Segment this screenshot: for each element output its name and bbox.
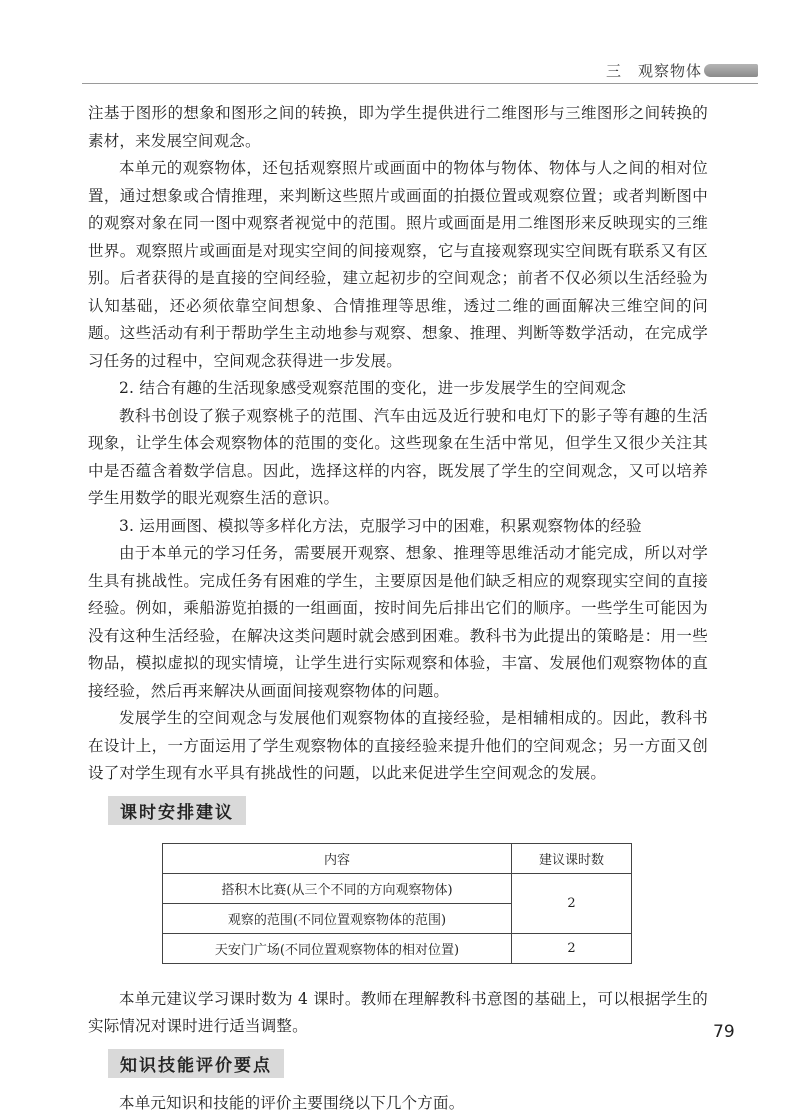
table-header-content: 内容 bbox=[163, 843, 512, 873]
heading-2: 2. 结合有趣的生活现象感受观察范围的变化，进一步发展学生的空间观念 bbox=[88, 375, 708, 403]
paragraph-1: 注基于图形的想象和图形之间的转换，即为学生提供进行二维图形与三维图形之间转换的素材，来发展空间观念。 bbox=[88, 100, 708, 155]
table-cell-content: 天安门广场(不同位置观察物体的相对位置) bbox=[163, 933, 512, 963]
table-cell-content: 观察的范围(不同位置观察物体的范围) bbox=[163, 903, 512, 933]
header-rule bbox=[82, 83, 758, 84]
page-header bbox=[0, 60, 800, 84]
table-header-hours: 建议课时数 bbox=[512, 843, 632, 873]
heading-3: 3. 运用画图、模拟等多样化方法，克服学习中的困难，积累观察物体的经验 bbox=[88, 513, 708, 541]
page-content bbox=[88, 100, 708, 1117]
paragraph-4: 由于本单元的学习任务，需要展开观察、想象、推理等思维活动才能完成，所以对学生具有挑战性。完成任务有困难的学生，主要原因是他们缺乏相应的观察现实空间的直接经验。例如，乘船游览拍摄的一组画面，按时间先后排出它们的顺序。一些学生可能因为没有这种生活经验，在解决这类问题时就会感到困难。教科书为此提出的策略是：用一些物品，模拟虚拟的现实情境，让学生进行实际观察和体验，丰富、发展他们观察物体的直接经验，然后再来解决从画面间接观察物体的问题。 bbox=[88, 540, 708, 705]
paragraph-6: 本单元建议学习课时数为 4 课时。教师在理解教科书意图的基础上，可以根据学生的实际情况对课时进行适当调整。 bbox=[88, 986, 708, 1041]
table-cell-content: 搭积木比赛(从三个不同的方向观察物体) bbox=[163, 873, 512, 903]
paragraph-2: 本单元的观察物体，还包括观察照片或画面中的物体与物体、物体与人之间的相对位置，通过想象或合情推理，来判断这些照片或画面的拍摄位置或观察位置；或者判断图中的观察对象在同一图中观察者视觉中的范围。照片或画面是用二维图形来反映现实的三维世界。观察照片或画面是对现实空间的间接观察，它与直接观察现实空间既有联系又有区别。后者获得的是直接的空间经验，建立起初步的空间观念；前者不仅必须以生活经验为认知基础，还必须依靠空间想象、合情推理等思维，透过二维的画面解决三维空间的问题。这些活动有利于帮助学生主动地参与观察、想象、推理、判断等数学活动，在完成学习任务的过程中，空间观念获得进一步发展。 bbox=[88, 155, 708, 375]
page-number: 79 bbox=[713, 1022, 735, 1042]
paragraph-3: 教科书创设了猴子观察桃子的范围、汽车由远及近行驶和电灯下的影子等有趣的生活现象，让学生体会观察物体的范围的变化。这些现象在生活中常见，但学生又很少关注其中是否蕴含着数学信息。因此，选择这样的内容，既发展了学生的空间观念，又可以培养学生用数学的眼光观察生活的意识。 bbox=[88, 403, 708, 513]
table-cell-hours: 2 bbox=[512, 873, 632, 933]
header-tab-decoration bbox=[704, 64, 758, 77]
table-row bbox=[163, 933, 632, 963]
evaluation-section-title: 知识技能评价要点 bbox=[108, 1049, 284, 1078]
table-cell-hours: 2 bbox=[512, 933, 632, 963]
table-row bbox=[163, 873, 632, 903]
paragraph-7: 本单元知识和技能的评价主要围绕以下几个方面。 bbox=[88, 1090, 708, 1117]
schedule-table bbox=[162, 843, 632, 964]
table-header-row bbox=[163, 843, 632, 873]
schedule-section-title: 课时安排建议 bbox=[108, 796, 246, 825]
paragraph-5: 发展学生的空间观念与发展他们观察物体的直接经验，是相辅相成的。因此，教科书在设计上，一方面运用了学生观察物体的直接经验来提升他们的空间观念；另一方面又创设了对学生现有水平具有挑战性的问题，以此来促进学生空间观念的发展。 bbox=[88, 705, 708, 788]
chapter-title: 三 观察物体 bbox=[606, 60, 702, 81]
